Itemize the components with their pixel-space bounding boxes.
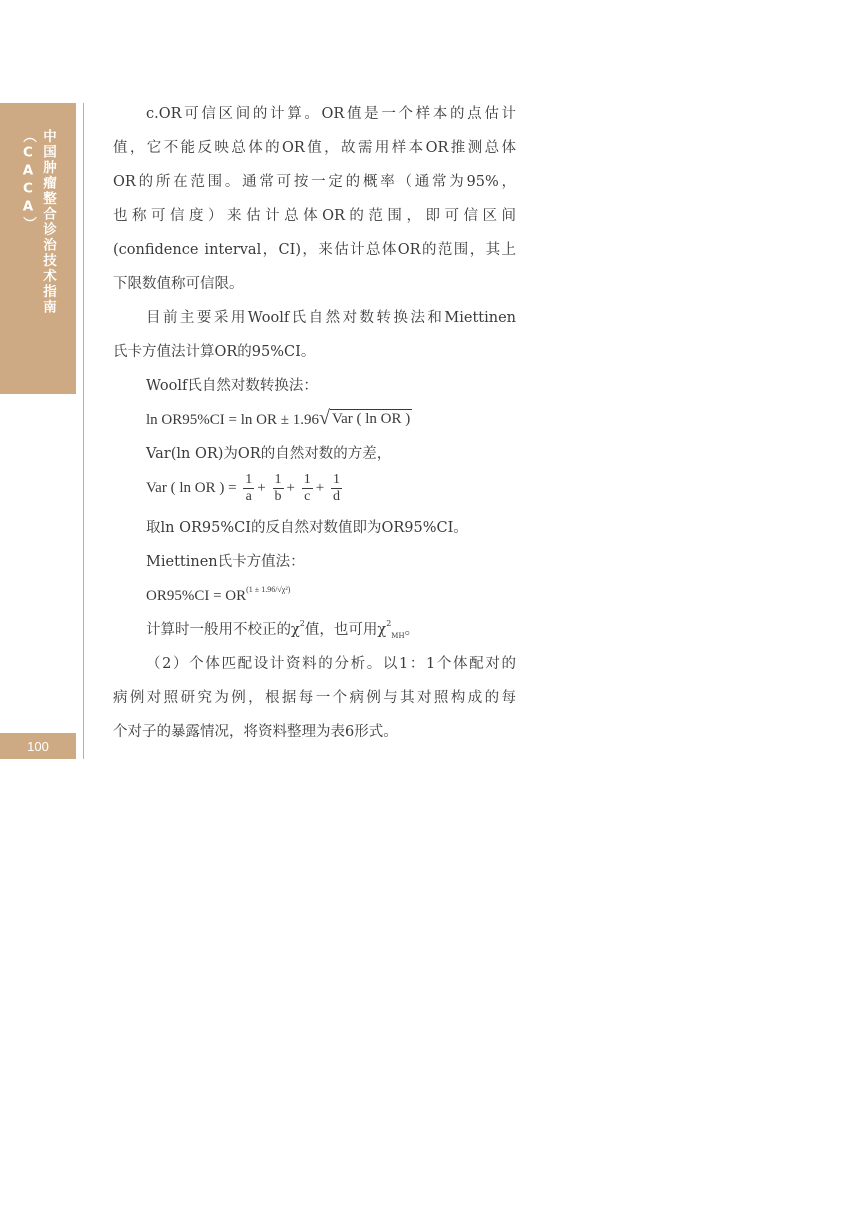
fraction: $\frac{1}{a}$ bbox=[245, 472, 253, 505]
radical-sign: √ bbox=[318, 407, 330, 429]
formula-text: OR95%CI = OR bbox=[146, 588, 247, 604]
formula-variance: Var ( ln OR ) = $\frac{1}{a}$ + $\frac{1}{b}$ + $\frac{1}{c}$ + $\frac{1}{d}$ bbox=[146, 472, 340, 505]
body-text bbox=[113, 97, 516, 749]
paragraph-line: 目前主要采用Woolf氏自然对数转换法和Miettinen bbox=[146, 310, 516, 326]
paragraph-line: 病例对照研究为例，根据每一个病例与其对照构成的每 bbox=[113, 690, 516, 706]
paragraph-line: OR的所在范围。通常可按一定的概率（通常为95%， bbox=[113, 174, 516, 190]
formula-miettinen bbox=[113, 579, 516, 613]
paragraph-line: Woolf氏自然对数转换法： bbox=[146, 378, 318, 394]
fraction: $\frac{1}{c}$ bbox=[303, 472, 311, 505]
paragraph-line: 下限数值称可信限。 bbox=[113, 276, 244, 292]
sidebar-title bbox=[0, 103, 76, 394]
margin-rule bbox=[83, 103, 84, 759]
radicand: Var ( ln OR ) bbox=[331, 411, 411, 427]
paragraph-line: c.OR可信区间的计算。OR值是一个样本的点估计 bbox=[146, 106, 516, 122]
paragraph-line: 取ln OR95%CI的反自然对数值即为OR95%CI。 bbox=[146, 520, 468, 536]
paragraph-line: Var(ln OR)为OR的自然对数的方差， bbox=[146, 446, 392, 462]
fraction: $\frac{1}{b}$ bbox=[274, 472, 282, 505]
paragraph-line: 氏卡方值法计算OR的95%CI。 bbox=[113, 344, 316, 360]
paragraph-line: Miettinen氏卡方值法： bbox=[146, 554, 305, 570]
paragraph-line: 个对子的暴露情况，将资料整理为表6形式。 bbox=[113, 724, 398, 740]
paragraph-line: 也称可信度）来估计总体OR的范围，即可信区间 bbox=[113, 208, 516, 224]
formula-text: ln OR95%CI = ln OR ± 1.96 bbox=[146, 412, 319, 428]
formula-text: Var ( ln OR ) = bbox=[146, 480, 237, 496]
exponent: (1 ± 1.96/√χ²) bbox=[246, 585, 291, 594]
paragraph-line: （2）个体匹配设计资料的分析。以1：1个体配对的 bbox=[146, 656, 516, 672]
paragraph-line: 计算时一般用不校正的$\chi^2$值，也可用$\chi^2_{MH}$。 bbox=[146, 619, 420, 640]
formula-woolf bbox=[113, 403, 516, 437]
book-title: 中国肿瘤整合诊治技术指南（CACA） bbox=[20, 129, 56, 315]
sidebar-band bbox=[0, 103, 76, 394]
fraction: $\frac{1}{d}$ bbox=[332, 472, 340, 505]
paragraph-line: (confidence interval，CI)，来估计总体OR的范围，其上 bbox=[113, 242, 516, 258]
sqrt bbox=[319, 408, 412, 428]
page-number: 100 bbox=[0, 733, 76, 759]
paragraph-line: 值，它不能反映总体的OR值，故需用样本OR推测总体 bbox=[113, 140, 516, 156]
